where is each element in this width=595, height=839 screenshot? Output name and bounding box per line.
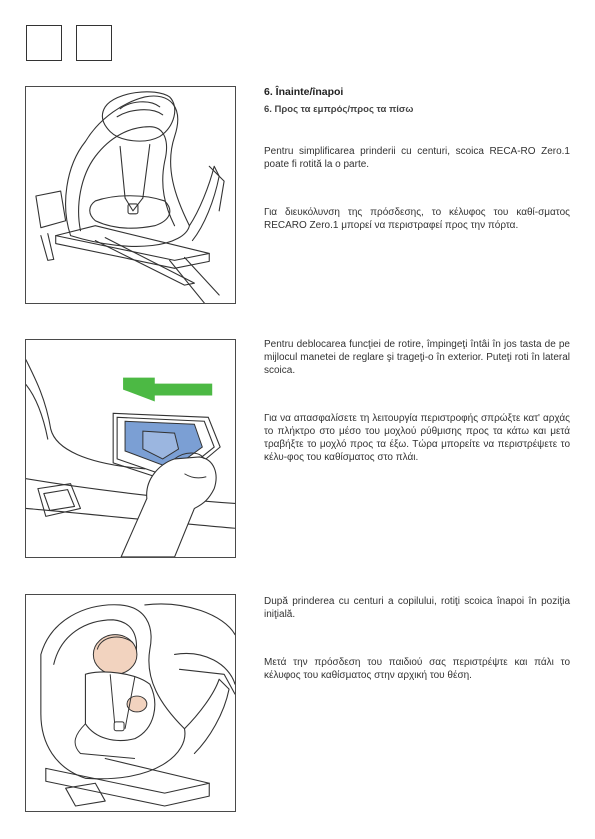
direction-arrow xyxy=(123,378,212,402)
section-title-ro: 6. Înainte/înapoi xyxy=(264,86,344,98)
paragraph-3-el: Μετά την πρόσδεση του παιδιού σας περιστρέψτε και πάλι το κέλυφος του καθίσματος στην αρχική του θέση. xyxy=(264,657,570,681)
illustration-release-button xyxy=(25,339,236,558)
seat-drawing xyxy=(26,87,235,303)
release-drawing xyxy=(26,340,235,557)
paragraph-1-ro: Pentru simplificarea prinderii cu centuri, scoica RECA-RO Zero.1 poate fi rotită la o parte. xyxy=(264,146,570,170)
illustration-child-in-seat xyxy=(25,594,236,812)
section-title-el: 6. Προς τα εμπρός/προς τα πίσω xyxy=(264,104,414,115)
hand xyxy=(121,457,216,557)
language-box-1 xyxy=(26,25,62,61)
paragraph-2-el: Για να απασφαλίσετε τη λειτουργία περιστροφής σπρώξτε κατ' αρχάς το πλήκτρο στο μέσο του μοχλού ρύθμισης προς τα κάτω και μετά τραβήξτε το μοχλό προς τα έξω. Τώρα μπορείτε να περιστρέψετε το κέλυ-φος του καθίσματος στο πλάι. xyxy=(264,413,570,463)
illustration-seat-rotated xyxy=(25,86,236,304)
paragraph-2-ro: Pentru deblocarea funcţiei de rotire, împingeţi întâi în jos tasta de pe mijlocul manetei de reglare şi trageţi-o în exterior. Puteţi roti în lateral scoica. xyxy=(264,339,570,376)
paragraph-1-el: Για διευκόλυνση της πρόσδεσης, το κέλυφος του καθί-σματος RECARO Zero.1 μπορεί να περιστραφεί προς την πόρτα. xyxy=(264,207,570,231)
paragraph-3-ro: După prinderea cu centuri a copilului, rotiţi scoica înapoi în poziţia iniţială. xyxy=(264,596,570,620)
child-seat-drawing xyxy=(26,595,235,811)
language-box-2 xyxy=(76,25,112,61)
